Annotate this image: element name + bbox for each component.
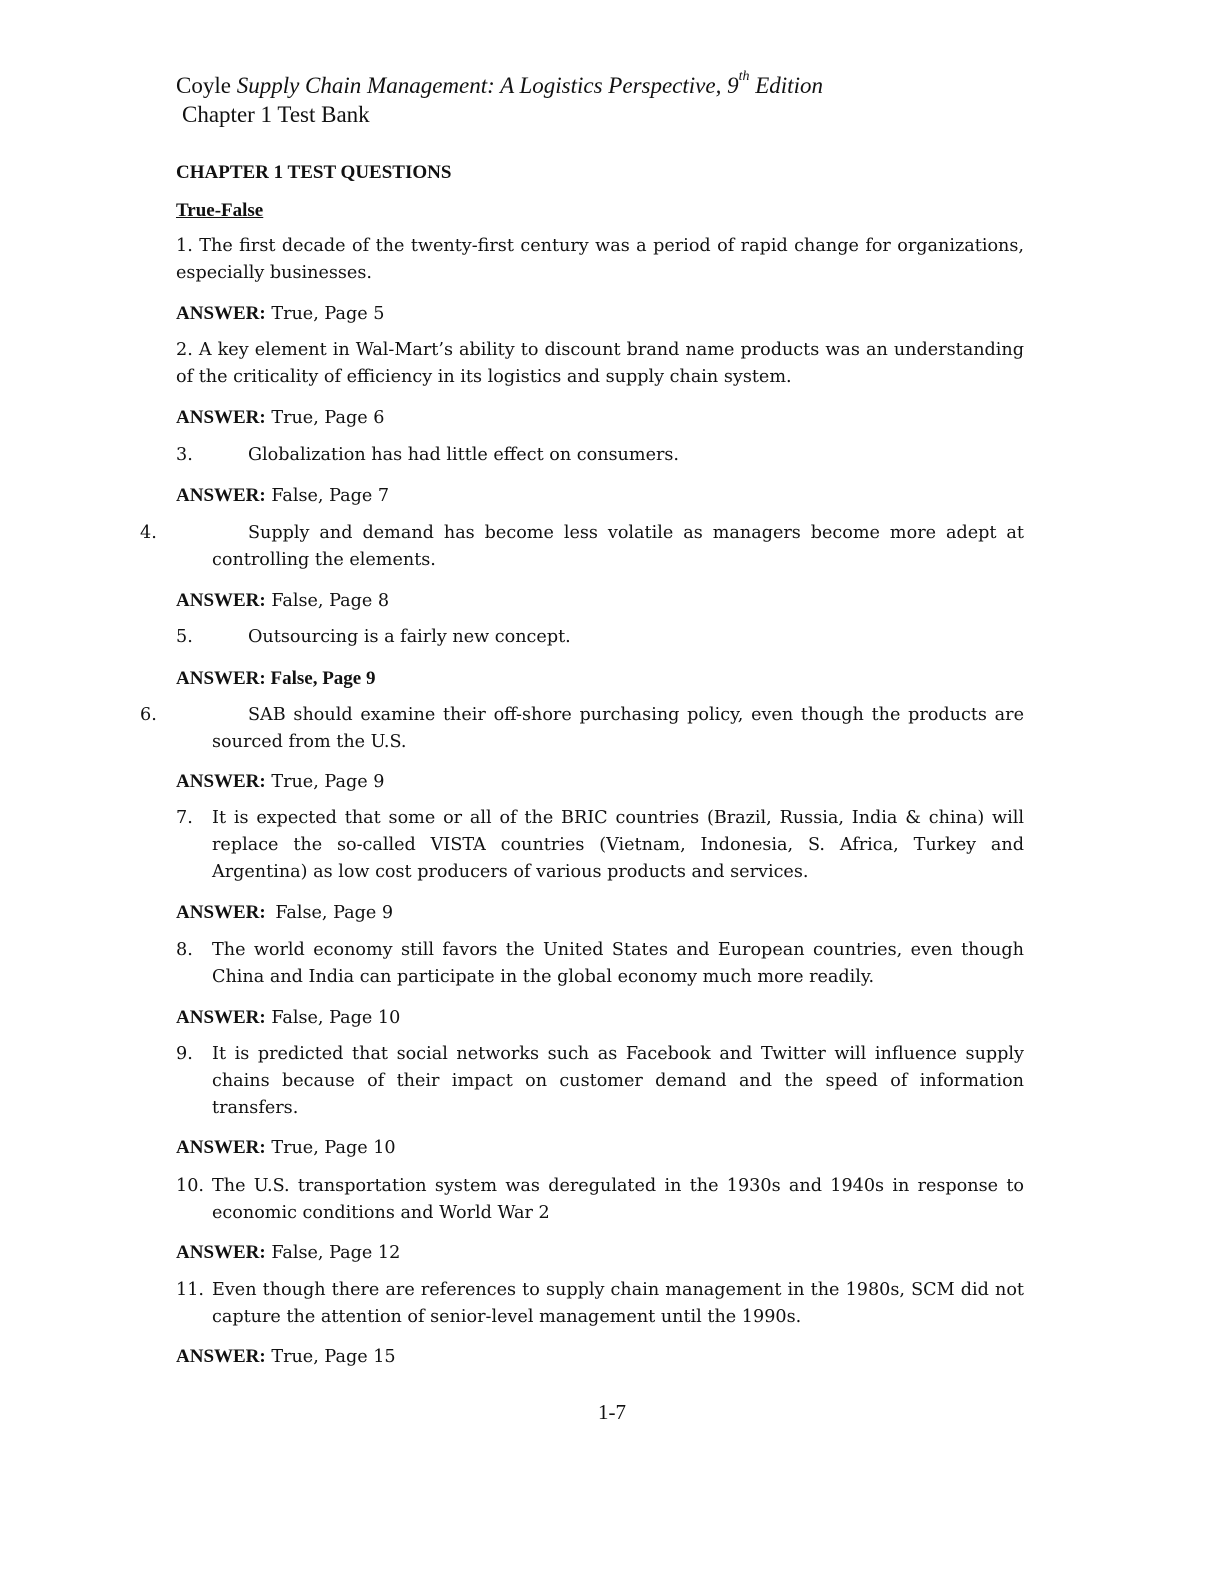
answer-1 bbox=[176, 304, 384, 324]
answer-value: False, Page 10 bbox=[271, 1008, 401, 1028]
question-text: Globalization has had little effect on consumers. bbox=[248, 445, 680, 465]
answer-value: True, Page 9 bbox=[271, 772, 385, 792]
question-text: SAB should examine their off-shore purchasing policy, even though the products are sourced from the U.S. bbox=[212, 705, 1024, 752]
answer-label: ANSWER: bbox=[176, 771, 266, 792]
answer-label: ANSWER: bbox=[176, 902, 266, 923]
answer-label: ANSWER: bbox=[176, 407, 266, 428]
question-text: The world economy still favors the United States and European countries, even though China and India can participate in the global economy much more readily. bbox=[212, 940, 1024, 987]
answer-value: True, Page 15 bbox=[271, 1347, 396, 1367]
question-number: 8. bbox=[176, 940, 193, 960]
question-text: The first decade of the twenty-first century was a period of rapid change for organizations, especially businesses. bbox=[176, 236, 1052, 283]
question-number: 11. bbox=[176, 1280, 204, 1300]
answer-label: ANSWER: bbox=[176, 485, 266, 506]
question-number: 4. bbox=[140, 523, 157, 543]
answer-5 bbox=[176, 669, 376, 688]
question-6 bbox=[140, 702, 1024, 756]
page-number: 1-7 bbox=[598, 1400, 626, 1424]
question-4 bbox=[140, 520, 1024, 574]
book-title: Supply Chain Management: A Logistics Perspective, 9 bbox=[236, 73, 739, 98]
answer-2 bbox=[176, 408, 384, 428]
book-author: Coyle bbox=[176, 73, 231, 98]
edition-superscript: th bbox=[738, 69, 750, 84]
question-2 bbox=[176, 337, 1024, 391]
question-10 bbox=[176, 1173, 1024, 1227]
question-number: 10. bbox=[176, 1176, 204, 1196]
question-text: A key element in Wal-Mart’s ability to discount brand name products was an understanding of the criticality of efficiency in its logistics and supply chain system. bbox=[176, 340, 1025, 387]
answer-value: True, Page 10 bbox=[271, 1138, 396, 1158]
answer-value: False, Page 9 bbox=[275, 903, 394, 923]
answer-value: True, Page 5 bbox=[271, 304, 385, 324]
answer-7 bbox=[176, 903, 393, 923]
question-text: Supply and demand has become less volatile as managers become more adept at controlling the elements. bbox=[212, 523, 1024, 570]
answer-value: True, Page 6 bbox=[271, 408, 385, 428]
question-8 bbox=[176, 937, 1024, 991]
answer-4 bbox=[176, 591, 389, 611]
question-number: 7. bbox=[176, 808, 193, 828]
question-9 bbox=[176, 1041, 1024, 1122]
question-text: The U.S. transportation system was deregulated in the 1930s and 1940s in response to economic conditions and World War 2 bbox=[212, 1176, 1024, 1223]
chapter-subtitle: Chapter 1 Test Bank bbox=[182, 102, 370, 127]
question-1 bbox=[176, 233, 1052, 287]
question-number: 3. bbox=[176, 445, 193, 465]
answer-label: ANSWER: bbox=[176, 668, 266, 689]
section-title: CHAPTER 1 TEST QUESTIONS bbox=[176, 162, 452, 183]
answer-9 bbox=[176, 1138, 396, 1158]
answer-value: False, Page 12 bbox=[271, 1243, 401, 1263]
question-number: 1. bbox=[176, 236, 193, 256]
question-text: It is predicted that social networks such as Facebook and Twitter will influence supply chains because of their impact on customer demand and the speed of information transfers. bbox=[212, 1044, 1024, 1118]
answer-label: ANSWER: bbox=[176, 590, 266, 611]
question-text: Even though there are references to supply chain management in the 1980s, SCM did not capture the attention of senior-level management until the 1990s. bbox=[212, 1280, 1024, 1327]
answer-value: False, Page 8 bbox=[271, 591, 390, 611]
question-text: Outsourcing is a fairly new concept. bbox=[248, 627, 571, 647]
answer-label: ANSWER: bbox=[176, 1242, 266, 1263]
subsection-title: True-False bbox=[176, 200, 264, 221]
answer-label: ANSWER: bbox=[176, 1137, 266, 1158]
answer-label: ANSWER: bbox=[176, 1346, 266, 1367]
book-header bbox=[176, 69, 823, 98]
answer-10 bbox=[176, 1243, 400, 1263]
question-5 bbox=[176, 624, 1024, 651]
question-number: 9. bbox=[176, 1044, 193, 1064]
answer-6 bbox=[176, 772, 384, 792]
question-number: 5. bbox=[176, 627, 193, 647]
question-number: 2. bbox=[176, 340, 193, 360]
answer-8 bbox=[176, 1008, 400, 1028]
question-text: It is expected that some or all of the BRIC countries (Brazil, Russia, India & china) will replace the so-called VISTA countries (Vietnam, Indonesia, S. Africa, Turkey and Argentina) as low cost producers of various products and services. bbox=[212, 808, 1024, 882]
answer-3 bbox=[176, 486, 389, 506]
answer-11 bbox=[176, 1347, 396, 1367]
question-number: 6. bbox=[140, 705, 157, 725]
answer-value: False, Page 7 bbox=[271, 486, 390, 506]
question-3 bbox=[176, 442, 1024, 469]
question-11 bbox=[176, 1277, 1024, 1331]
edition-word: Edition bbox=[755, 73, 823, 98]
answer-value: False, Page 9 bbox=[270, 668, 376, 689]
answer-label: ANSWER: bbox=[176, 1007, 266, 1028]
question-7 bbox=[176, 805, 1024, 886]
answer-label: ANSWER: bbox=[176, 303, 266, 324]
